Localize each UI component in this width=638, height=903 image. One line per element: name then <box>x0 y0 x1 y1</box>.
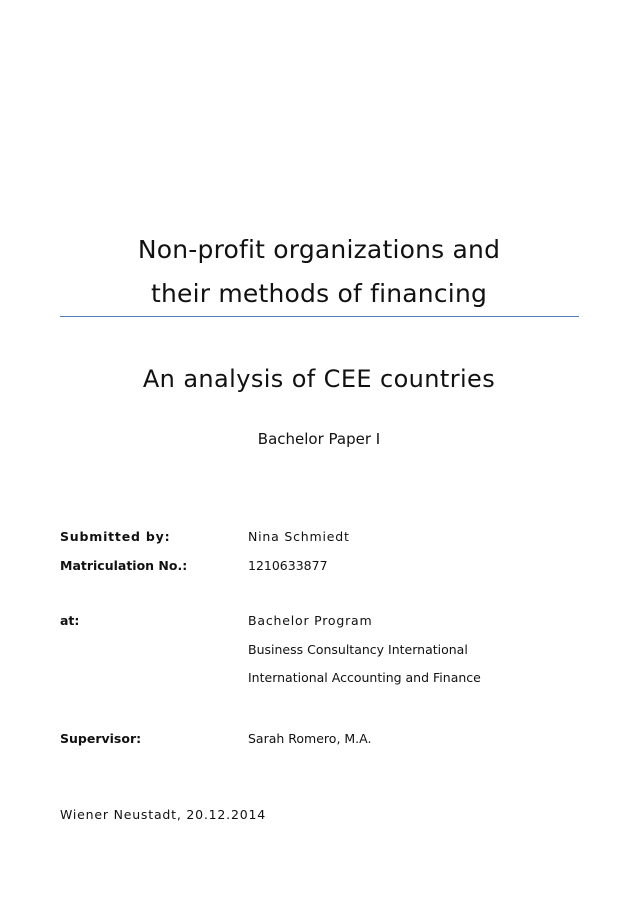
submitted-by-value: Nina Schmiedt <box>248 529 350 544</box>
title-line-1: Non-profit organizations and <box>137 235 501 264</box>
matriculation-value: 1210633877 <box>248 558 328 573</box>
place-date: Wiener Neustadt, 20.12.2014 <box>60 807 266 822</box>
matriculation-label: Matriculation No.: <box>60 558 188 573</box>
title-divider <box>60 316 579 317</box>
submitted-by-label: Submitted by: <box>60 529 171 544</box>
title-line-2: their methods of financing <box>150 279 488 308</box>
supervisor-value: Sarah Romero, M.A. <box>248 731 372 746</box>
at-value-program: Bachelor Program <box>248 613 373 628</box>
supervisor-label: Supervisor: <box>60 731 142 746</box>
document-subtitle: An analysis of CEE countries <box>142 365 496 393</box>
at-value-accounting: International Accounting and Finance <box>248 670 481 685</box>
paper-type: Bachelor Paper I <box>257 430 381 448</box>
at-label: at: <box>60 613 80 628</box>
at-value-consultancy: Business Consultancy International <box>248 642 468 657</box>
document-title <box>60 228 578 316</box>
